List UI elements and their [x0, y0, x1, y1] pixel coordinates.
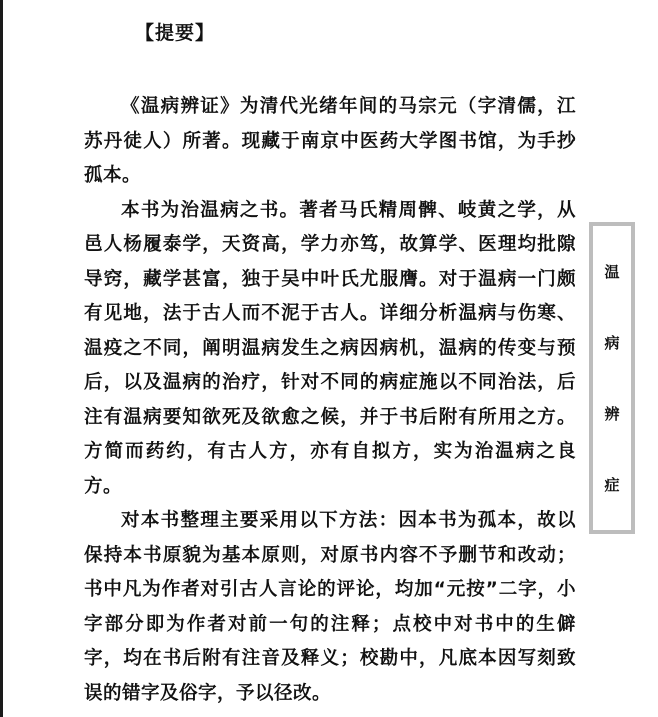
section-heading: 【提要】	[135, 22, 216, 44]
side-tab-char: 辨	[604, 405, 620, 423]
paragraph-content: 本书为治温病之书。著者马氏精周髀、岐黄之学，从邑人杨履泰学，天资高，学力亦笃，故算学、医理均批隙导窍，藏学甚富，独于吴中叶氏尤服膺。对于温病一门颇有见地，法于古人而不泥于古人。详细分析温病与伤寒、温疫之不同，阐明温病发生之病因病机，温病的传变与预后，以及温病的治疗，针对不同的病症施以不同治法，后注有温病要知欲死及欲愈之候，并于书后附有所用之方。方简而药约，有古人方，亦有自拟方，实为治温病之良方。	[84, 199, 576, 497]
side-title-tab	[589, 222, 635, 534]
body-text	[84, 90, 576, 711]
side-tab-char: 病	[604, 334, 620, 352]
side-tab-char: 温	[604, 263, 620, 281]
paragraph-method: 对本书整理主要采用以下方法：因本书为孤本，故以保持本书原貌为基本原则，对原书内容不予删节和改动；书中凡为作者对引古人言论的评论，均加“元按”二字，小字部分即为作者对前一句的注释；点校中对书中的生僻字，均在书后附有注音及释义；校勘中，凡底本因写刻致误的错字及俗字，予以径改。	[84, 510, 576, 704]
page-left-border	[0, 0, 3, 717]
side-tab-char: 症	[604, 476, 620, 494]
paragraph-intro: 《温病辨证》为清代光绪年间的马宗元（字清儒，江苏丹徒人）所著。现藏于南京中医药大学图书馆，为手抄孤本。	[84, 96, 576, 186]
